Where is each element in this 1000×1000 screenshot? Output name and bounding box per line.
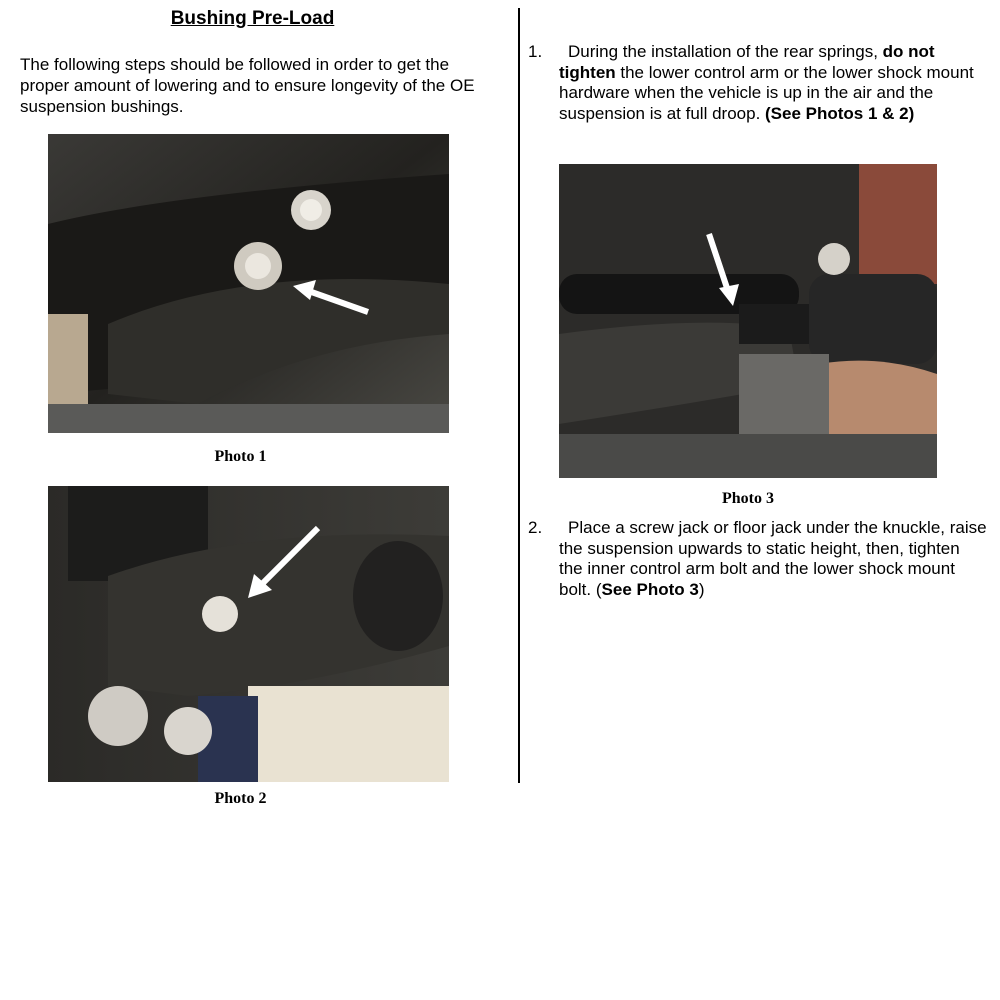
photo-1-image [48,134,449,433]
step-1-emphasis: do not tighten [559,42,935,82]
photo-2-image [48,486,449,782]
step-2 [528,518,988,600]
step-2-text-a: Place a screw jack or floor jack under the knuckle, raise the suspension upwards to static height, then, tighten the inner control arm bolt and the lower shock mount bolt. ( [559,518,987,599]
photo-3-caption: Photo 3 [722,490,774,507]
step-2-text-b: ) [698,579,705,599]
step-1-text [559,42,988,124]
photo-1 [48,134,449,433]
step-2-text [559,518,988,600]
step-1-photo-reference: (See Photos 1 & 2) [765,103,915,123]
column-divider [518,8,520,783]
step-1-text-a: During the installation of the rear springs, [568,42,883,61]
step-1 [528,42,988,124]
photo-1-caption: Photo 1 [214,448,267,465]
step-2-number: 2. [528,518,543,537]
photo-3 [559,164,937,478]
intro-paragraph: The following steps should be followed in order to get the proper amount of lowering and to ensure longevity of the OE suspension bushings. [20,55,475,116]
photo-3-image [559,164,937,478]
step-1-number: 1. [528,42,543,61]
step-2-photo-reference: See Photo 3 [601,579,699,599]
photo-2-caption: Photo 2 [214,790,267,807]
photo-2 [48,486,449,782]
step-1-text-b: the lower control arm or the lower shock mount hardware when the vehicle is up in the air and the suspension is at full droop. [559,62,974,123]
page-title: Bushing Pre-Load [170,8,335,29]
